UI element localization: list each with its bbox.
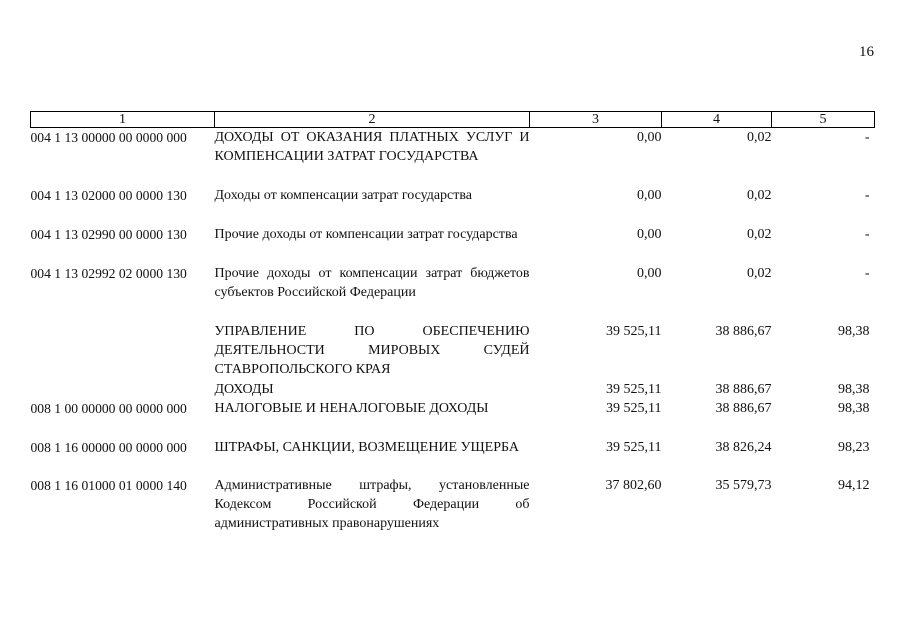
table-row — [31, 128, 875, 187]
row-name: Доходы от компенсации затрат государства — [214, 188, 473, 203]
row-col4: 38 886,67 — [715, 401, 772, 416]
row-col5: 94,12 — [838, 478, 870, 493]
row-col3: 39 525,11 — [606, 440, 662, 455]
row-col3: 0,00 — [637, 227, 662, 242]
row-col5: - — [864, 188, 870, 203]
row-code: 004 1 13 00000 00 0000 000 — [30, 130, 187, 145]
row-name: Административные штрафы, установленные Кодексом Российской Федерации об административных правонарушениях — [214, 478, 530, 531]
header-col-4: 4 — [662, 112, 772, 128]
row-col4: 0,02 — [747, 227, 772, 242]
row-code — [31, 380, 215, 399]
row-col5: 98,38 — [838, 401, 870, 416]
page-number: 16 — [859, 44, 874, 60]
row-name: ШТРАФЫ, САНКЦИИ, ВОЗМЕЩЕНИЕ УЩЕРБА — [214, 440, 519, 455]
row-name: ДОХОДЫ ОТ ОКАЗАНИЯ ПЛАТНЫХ УСЛУГ И КОМПЕНСАЦИИ ЗАТРАТ ГОСУДАРСТВА — [214, 130, 530, 164]
row-name: Прочие доходы от компенсации затрат государства — [214, 227, 518, 242]
header-col-2: 2 — [215, 112, 530, 128]
row-code: 004 1 13 02992 02 0000 130 — [30, 266, 187, 281]
row-col5: - — [864, 266, 870, 281]
row-col3: 0,00 — [637, 130, 662, 145]
row-code: 008 1 16 01000 01 0000 140 — [30, 478, 187, 493]
row-col4: 0,02 — [747, 188, 772, 203]
header-col-3: 3 — [530, 112, 662, 128]
row-name: ДОХОДЫ — [214, 382, 274, 397]
table-row — [31, 264, 875, 322]
row-col4: 38 886,67 — [715, 382, 772, 397]
table-header-row — [31, 112, 875, 128]
table-row — [31, 476, 875, 534]
row-col5: 98,38 — [838, 324, 870, 339]
row-col3: 37 802,60 — [605, 478, 662, 493]
table-row — [31, 399, 875, 438]
row-col3: 39 525,11 — [606, 324, 662, 339]
header-col-5: 5 — [772, 112, 875, 128]
row-col4: 38 826,24 — [715, 440, 772, 455]
row-code — [31, 322, 215, 380]
row-col5: 98,38 — [838, 382, 870, 397]
row-code: 004 1 13 02990 00 0000 130 — [30, 227, 187, 242]
row-col3: 0,00 — [637, 266, 662, 281]
row-code: 008 1 00 00000 00 0000 000 — [30, 401, 187, 416]
header-col-1: 1 — [31, 112, 215, 128]
row-name: Прочие доходы от компенсации затрат бюджетов субъектов Российской Федерации — [214, 266, 530, 300]
row-col4: 0,02 — [747, 130, 772, 145]
row-name: НАЛОГОВЫЕ И НЕНАЛОГОВЫЕ ДОХОДЫ — [214, 401, 489, 416]
row-col3: 39 525,11 — [606, 401, 662, 416]
table-row — [31, 380, 875, 399]
row-code: 004 1 13 02000 00 0000 130 — [30, 188, 187, 203]
row-col3: 0,00 — [637, 188, 662, 203]
row-col5: - — [864, 227, 870, 242]
row-col4: 0,02 — [747, 266, 772, 281]
row-col3: 39 525,11 — [606, 382, 662, 397]
table-row — [31, 225, 875, 264]
row-name: УПРАВЛЕНИЕ ПО ОБЕСПЕЧЕНИЮ ДЕЯТЕЛЬНОСТИ МИРОВЫХ СУДЕЙ СТАВРОПОЛЬСКОГО КРАЯ — [214, 324, 530, 377]
table-row — [31, 322, 875, 380]
table-row — [31, 186, 875, 225]
row-col4: 38 886,67 — [715, 324, 772, 339]
row-col5: - — [864, 130, 870, 145]
row-col5: 98,23 — [838, 440, 870, 455]
budget-table — [30, 111, 875, 534]
row-code: 008 1 16 00000 00 0000 000 — [30, 440, 187, 455]
row-col4: 35 579,73 — [715, 478, 772, 493]
table-row — [31, 438, 875, 476]
